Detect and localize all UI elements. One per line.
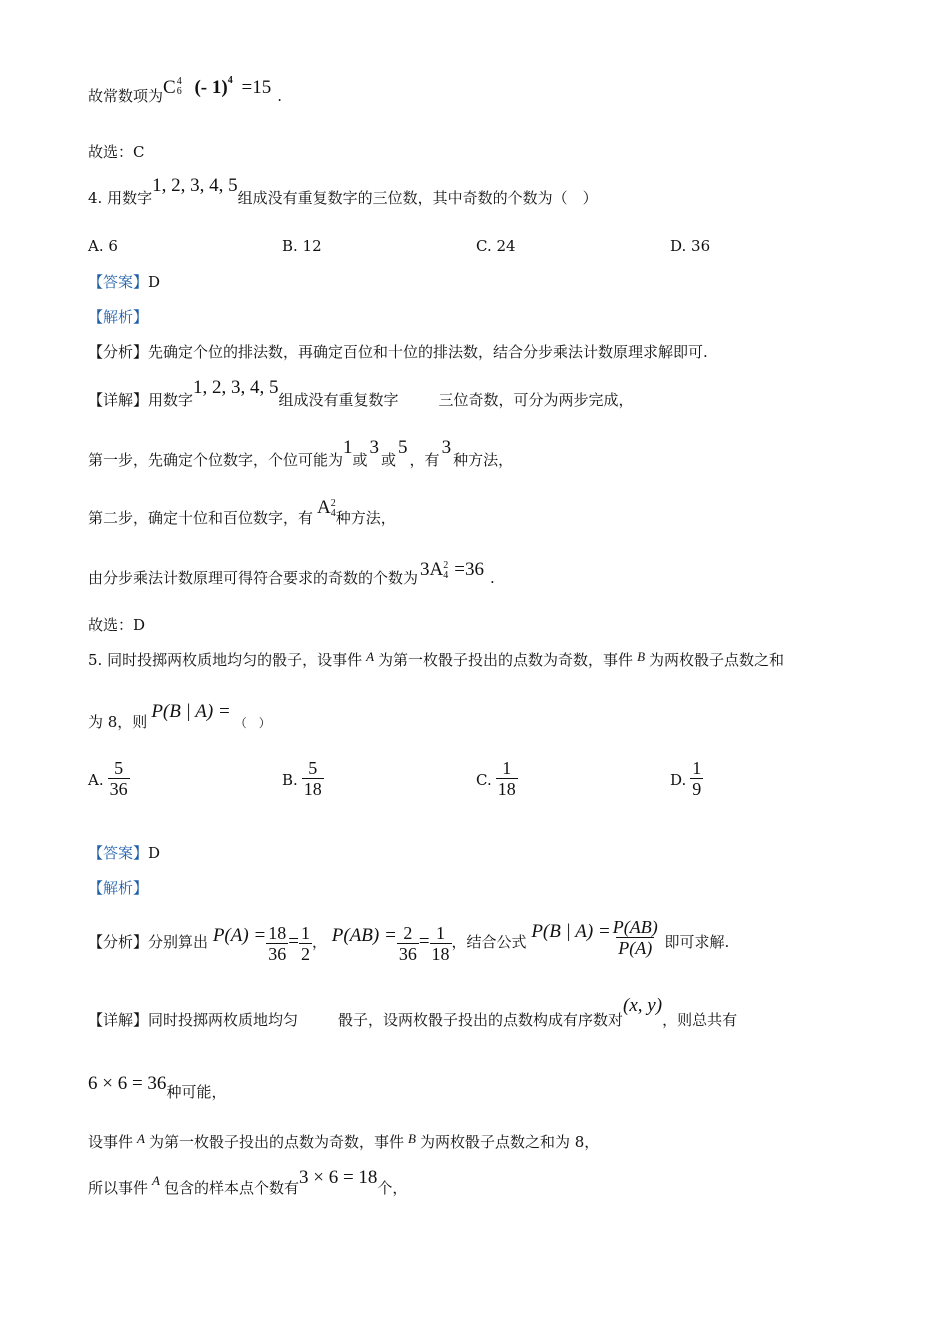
q5-events: 设事件 A 为第一枚骰子投出的点数为奇数，事件 B 为两枚骰子点数之和为 8， [88,1131,600,1151]
q4-detail: 【详解】用数字1, 2, 3, 4, 5组成没有重复数字 三位奇数，可分为两步完成， [88,377,634,409]
q4-option-c[interactable]: C. 24 [476,237,516,255]
q4-analysis: 【分析】先确定个位的排法数，再确定百位和十位的排法数，结合分步乘法计数原理求解即可. [88,343,708,361]
math-power: (- 1)$^4$ [194,75,233,98]
q4-answer: 【答案】D [88,273,161,291]
q4-choose: 故选：D [88,616,146,634]
q5-total: 6 × 6 = 36种可能， [88,1073,227,1101]
q5-option-c[interactable]: C. $\frac{1}{18}$ [476,758,516,799]
q5-option-d[interactable]: D. $\frac{1}{9}$ [670,758,702,799]
q4-jiexi: 【解析】 [88,308,149,326]
q5-stem-line1: 5. 同时投掷两枚质地均匀的骰子，设事件 A 为第一枚骰子投出的点数为奇数，事件 B 为两枚骰子点数之和 [88,649,785,669]
q4-step2: 第二步，确定十位和百位数字，有 A 2 4 种方法， [88,497,396,527]
q4-option-a[interactable]: A. 6 [88,237,118,255]
q5-count: 所以事件 A 包含的样本点个数有3 × 6 = 18个， [88,1167,408,1197]
q4-stem: 4. 用数字1, 2, 3, 4, 5组成没有重复数字的三位数，其中奇数的个数为（ ） [88,175,598,207]
q4-option-b[interactable]: B. 12 [282,237,322,255]
q5-stem-line2: 为 8，则 P(B | A) =（ ） [88,701,271,731]
q5-jiexi: 【解析】 [88,879,149,897]
q5-option-a[interactable]: A. $\frac{5}{36}$ [88,758,128,799]
q5-answer: 【答案】D [88,844,161,862]
constant-term-line: 故常数项为C 4 6 (- 1)$^4$ =15 . [88,75,282,105]
q4-option-d[interactable]: D. 36 [670,237,711,255]
q5-option-b[interactable]: B. $\frac{5}{18}$ [282,758,322,799]
q4-step1: 第一步，先确定个位数字，个位可能为1或3或5，有3种方法， [88,437,514,469]
choose-c: 故选：C [88,143,145,161]
q4-step3: 由分步乘法计数原理可得符合要求的奇数的个数为 3A 2 4 =36 . [88,559,495,587]
q5-analysis: 【分析】分别算出 P(A) = $\frac{18}{36}$ = $\frac{1}{2}$ ， P(AB) = $\frac{2}{36}$ = $\frac{1}{18}$ ，结合公式 P(B | A) = $\frac{P(AB)}{P(A)}$ 即可求解. [88,916,730,964]
math-c: C [163,77,176,98]
q5-detail: 【详解】同时投掷两枚质地均匀 骰子，设两枚骰子投出的点数构成有序数对(x, y)，则总共有 [88,995,738,1029]
